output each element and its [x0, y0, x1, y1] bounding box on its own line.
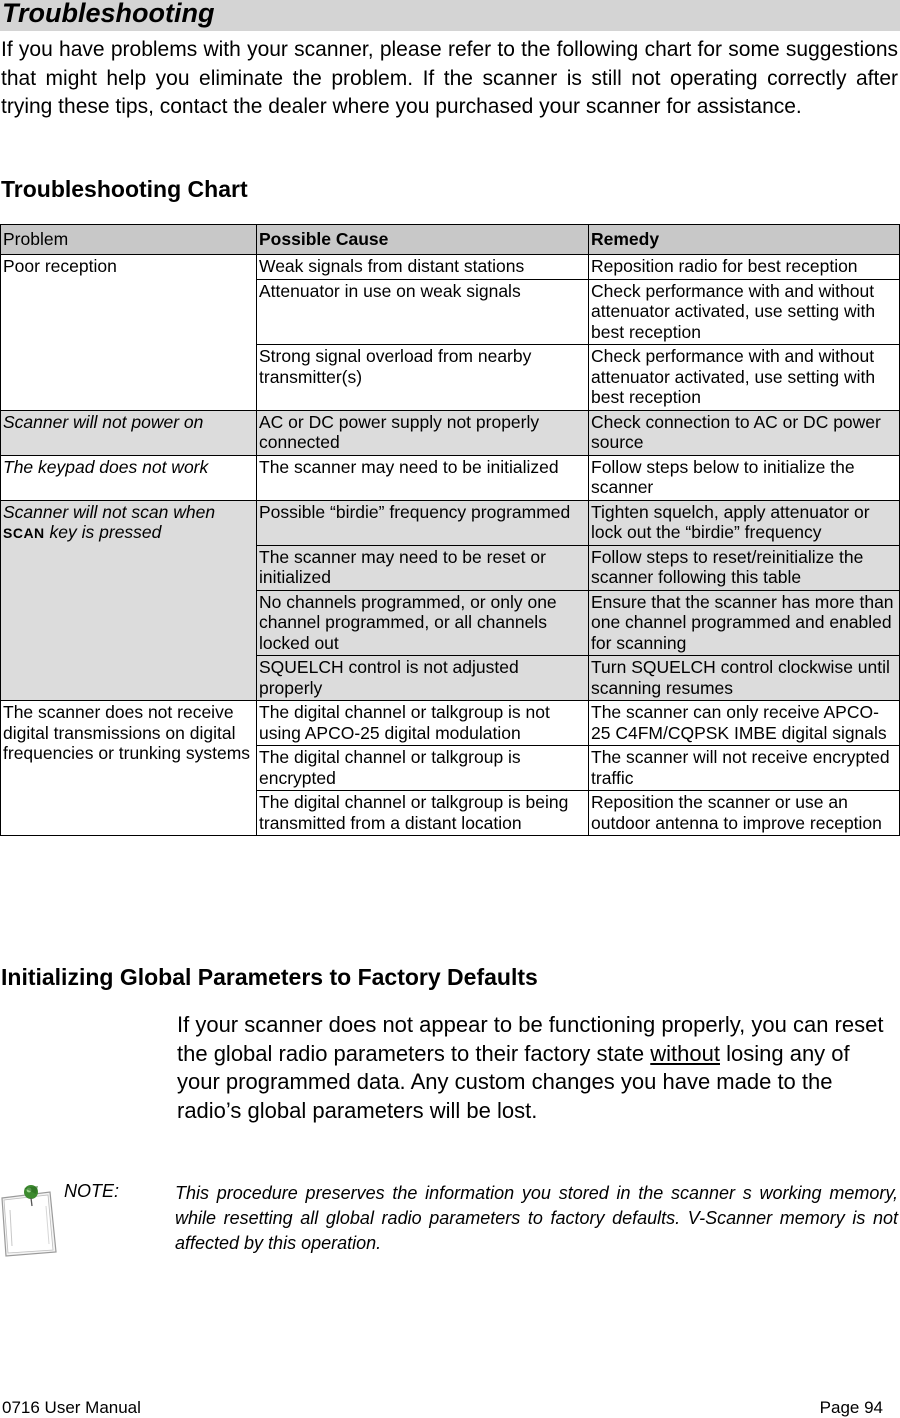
table-row [1, 255, 900, 280]
remedy-cell: Check performance with and without attenuator activated, use setting with best reception [589, 279, 900, 345]
remedy-cell: The scanner can only receive APCO-25 C4FM/CQPSK IMBE digital signals [589, 701, 900, 746]
remedy-cell: Reposition radio for best reception [589, 255, 900, 280]
remedy-cell: Turn SQUELCH control clockwise until scanning resumes [589, 656, 900, 701]
chart-heading: Troubleshooting Chart [1, 176, 248, 202]
scan-key-label: SCAN [3, 525, 45, 541]
cause-cell: The scanner may need to be reset or initialized [257, 545, 589, 590]
cause-cell: The scanner may need to be initialized [257, 455, 589, 500]
problem-cell [1, 500, 257, 701]
cause-cell: Attenuator in use on weak signals [257, 279, 589, 345]
problem-text-suffix: key is pressed [49, 522, 162, 542]
note-label: NOTE: [64, 1181, 120, 1201]
init-heading: Initializing Global Parameters to Factory Defaults [1, 964, 538, 990]
table-row [1, 455, 900, 500]
footer-manual-title: 0716 User Manual [2, 1398, 141, 1417]
section-title: Troubleshooting [2, 0, 215, 28]
init-paragraph [177, 1011, 897, 1125]
section-title-banner [0, 0, 900, 31]
cause-cell: SQUELCH control is not adjusted properly [257, 656, 589, 701]
header-cause: Possible Cause [257, 225, 589, 255]
remedy-cell: Reposition the scanner or use an outdoor antenna to improve reception [589, 791, 900, 836]
init-text-post: losing any of your programmed data. Any custom changes you have made to the radio’s global parameters will be lost. [177, 1040, 850, 1123]
remedy-cell: The scanner will not receive encrypted traffic [589, 746, 900, 791]
header-remedy: Remedy [589, 225, 900, 255]
problem-text-prefix: Scanner will not scan when [3, 501, 216, 522]
cause-cell: No channels programmed, or only one channel programmed, or all channels locked out [257, 590, 589, 656]
cause-cell: The digital channel or talkgroup is not using APCO-25 digital modulation [257, 701, 589, 746]
table-header-row [1, 225, 900, 255]
cause-cell: The digital channel or talkgroup is being transmitted from a distant location [257, 791, 589, 836]
init-text-emphasis: without [650, 1040, 720, 1066]
problem-cell: The scanner does not receive digital transmissions on digital frequencies or trunking systems [1, 701, 257, 836]
troubleshooting-table [0, 224, 900, 836]
problem-cell: Scanner will not power on [1, 410, 257, 455]
problem-cell: The keypad does not work [1, 455, 257, 500]
cause-cell: AC or DC power supply not properly connected [257, 410, 589, 455]
cause-cell: Weak signals from distant stations [257, 255, 589, 280]
problem-cell: Poor reception [1, 255, 257, 411]
init-text-pre: If your scanner does not appear to be functioning properly, you can reset the global radio parameters to their factory state [177, 1012, 884, 1066]
cause-cell: The digital channel or talkgroup is encrypted [257, 746, 589, 791]
note-text: This procedure preserves the information you stored in the scanner s working memory, while resetting all global radio parameters to factory defaults. V-Scanner memory is not affected by this operation. [175, 1183, 898, 1253]
footer-page-number: Page 94 [819, 1398, 883, 1417]
cause-cell: Strong signal overload from nearby transmitter(s) [257, 345, 589, 411]
remedy-cell: Follow steps below to initialize the scanner [589, 455, 900, 500]
cause-cell: Possible “birdie” frequency programmed [257, 500, 589, 545]
remedy-cell: Follow steps to reset/reinitialize the scanner following this table [589, 545, 900, 590]
intro-paragraph: If you have problems with your scanner, please refer to the following chart for some suggestions that might help you eliminate the problem. If the scanner is still not operating correctly after trying these tips, contact the dealer where you purchased your scanner for assistance. [1, 38, 898, 118]
remedy-cell: Check connection to AC or DC power source [589, 410, 900, 455]
remedy-cell: Ensure that the scanner has more than one channel programmed and enabled for scanning [589, 590, 900, 656]
table-row [1, 410, 900, 455]
header-problem: Problem [1, 225, 257, 255]
remedy-cell: Check performance with and without attenuator activated, use setting with best reception [589, 345, 900, 411]
table-row [1, 500, 900, 545]
note-pin-icon [0, 1180, 58, 1258]
remedy-cell: Tighten squelch, apply attenuator or lock out the “birdie” frequency [589, 500, 900, 545]
table-row [1, 701, 900, 746]
